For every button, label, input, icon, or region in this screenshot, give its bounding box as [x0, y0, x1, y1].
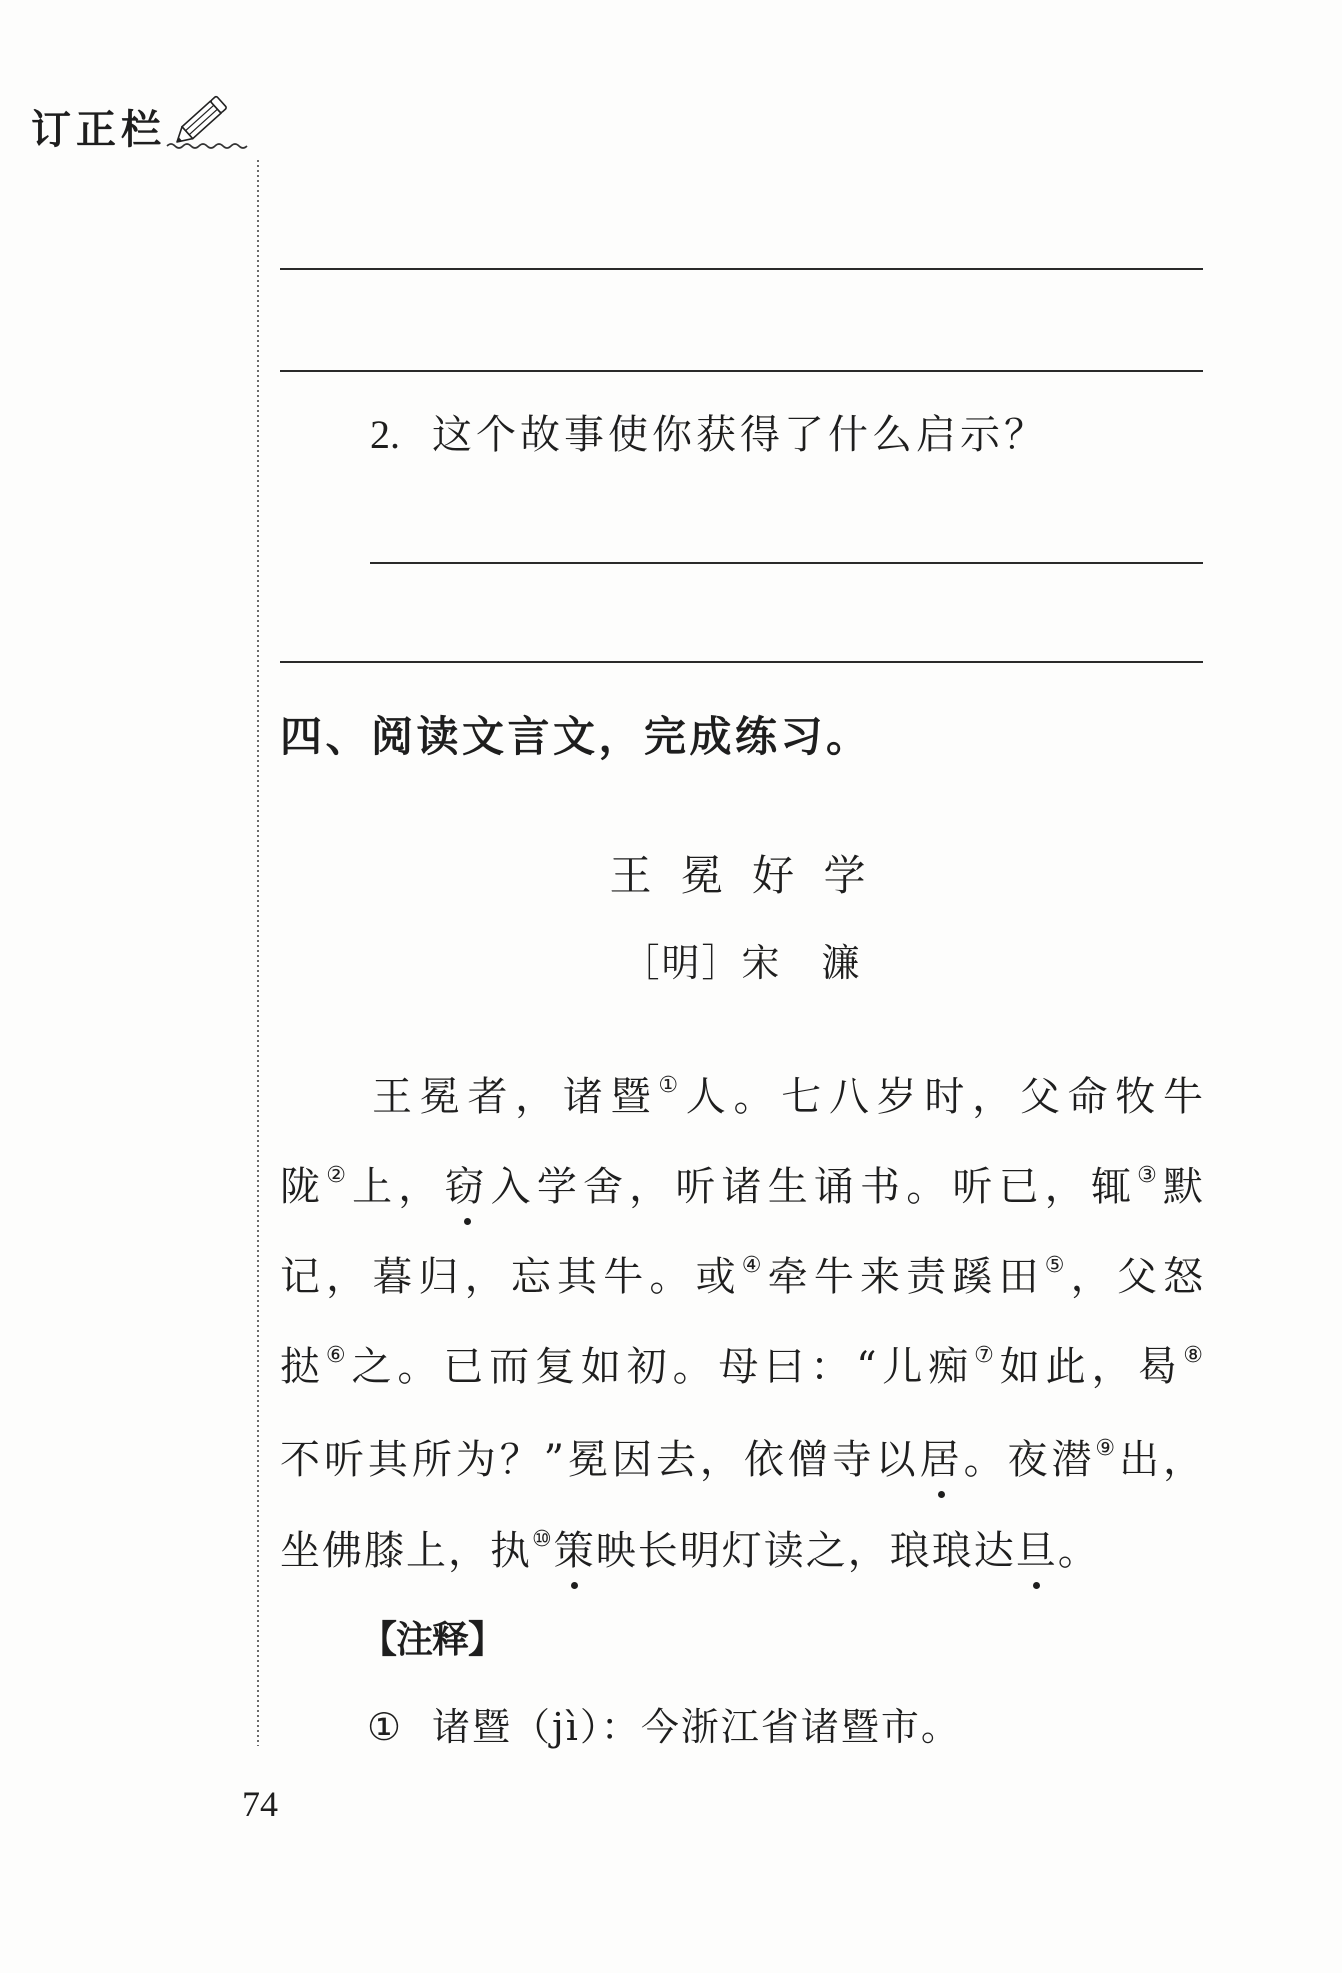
section-heading: 四、阅读文言文，完成练习。	[280, 712, 872, 761]
emphasized-char: 旦	[1015, 1528, 1058, 1574]
passage-text: 入学舍，听诸生诵书。听已，辄	[490, 1164, 1138, 1210]
passage-text: 牵牛来责蹊田	[767, 1254, 1045, 1300]
emphasized-char: 策	[553, 1528, 596, 1574]
passage-text: 。	[1057, 1528, 1100, 1574]
note-ref: ⑤	[1044, 1253, 1071, 1278]
answer-line	[280, 661, 1203, 663]
note-ref: ③	[1137, 1163, 1164, 1188]
passage-author: ［明］宋 濂	[621, 941, 862, 985]
passage-line-6	[280, 1527, 1203, 1575]
passage-title: 王 冕 好 学	[609, 851, 874, 900]
passage-text: 出，	[1119, 1437, 1204, 1483]
note-ref: ⑨	[1095, 1436, 1120, 1461]
note-ref: ②	[326, 1163, 353, 1188]
answer-line	[280, 268, 1203, 270]
question-2	[370, 411, 1048, 459]
passage-line-4	[280, 1343, 1203, 1391]
passage-text: 。夜潜	[963, 1437, 1096, 1483]
passage-text: 映长明灯读之，琅琅达	[595, 1528, 1016, 1574]
passage-text: 陇	[280, 1164, 327, 1210]
note-ref: ⑧	[1183, 1343, 1204, 1368]
annotations-heading: 【注释】	[360, 1618, 504, 1661]
passage-text: 坐佛膝上，执	[280, 1528, 532, 1574]
annotation-text: 诸暨（jì）：今浙江省诸暨市。	[432, 1705, 961, 1749]
passage-text: 不听其所为？”冕因去，依僧寺以	[280, 1437, 920, 1483]
answer-line	[370, 562, 1203, 564]
passage-text: 默	[1163, 1164, 1204, 1210]
emphasized-char: 窃	[444, 1164, 491, 1210]
question-text: 这个故事使你获得了什么启示？	[432, 412, 1048, 458]
passage-line-1	[372, 1073, 1203, 1121]
passage-text: ，父怒	[1070, 1254, 1203, 1300]
note-ref: ⑦	[974, 1343, 1000, 1368]
question-number: 2.	[370, 412, 400, 457]
note-ref: ⑩	[532, 1527, 554, 1552]
pencil-icon	[165, 92, 255, 152]
passage-text: 人。七八岁时，父命牧牛	[685, 1074, 1204, 1120]
annotation-marker: ①	[367, 1705, 402, 1749]
annotation-item	[367, 1704, 961, 1750]
note-ref: ⑥	[325, 1343, 352, 1368]
passage-text: 如此，曷	[999, 1344, 1184, 1390]
passage-line-2	[280, 1163, 1203, 1211]
note-ref: ④	[741, 1253, 768, 1278]
passage-text: 上，	[352, 1164, 445, 1210]
passage-text: 挞	[280, 1344, 326, 1390]
passage-line-3	[280, 1253, 1203, 1301]
passage-text: 之。已而复如初。母曰：“儿痴	[351, 1344, 975, 1390]
correction-column-divider	[257, 160, 259, 1746]
correction-column-label: 订正栏	[31, 107, 166, 153]
passage-text: 王冕者，诸暨	[372, 1074, 659, 1120]
passage-text: 记，暮归，忘其牛。或	[280, 1254, 742, 1300]
answer-line	[280, 370, 1203, 372]
page-number: 74	[242, 1784, 278, 1824]
emphasized-char: 居	[919, 1437, 964, 1483]
note-ref: ①	[658, 1073, 686, 1098]
passage-line-5	[280, 1436, 1203, 1484]
